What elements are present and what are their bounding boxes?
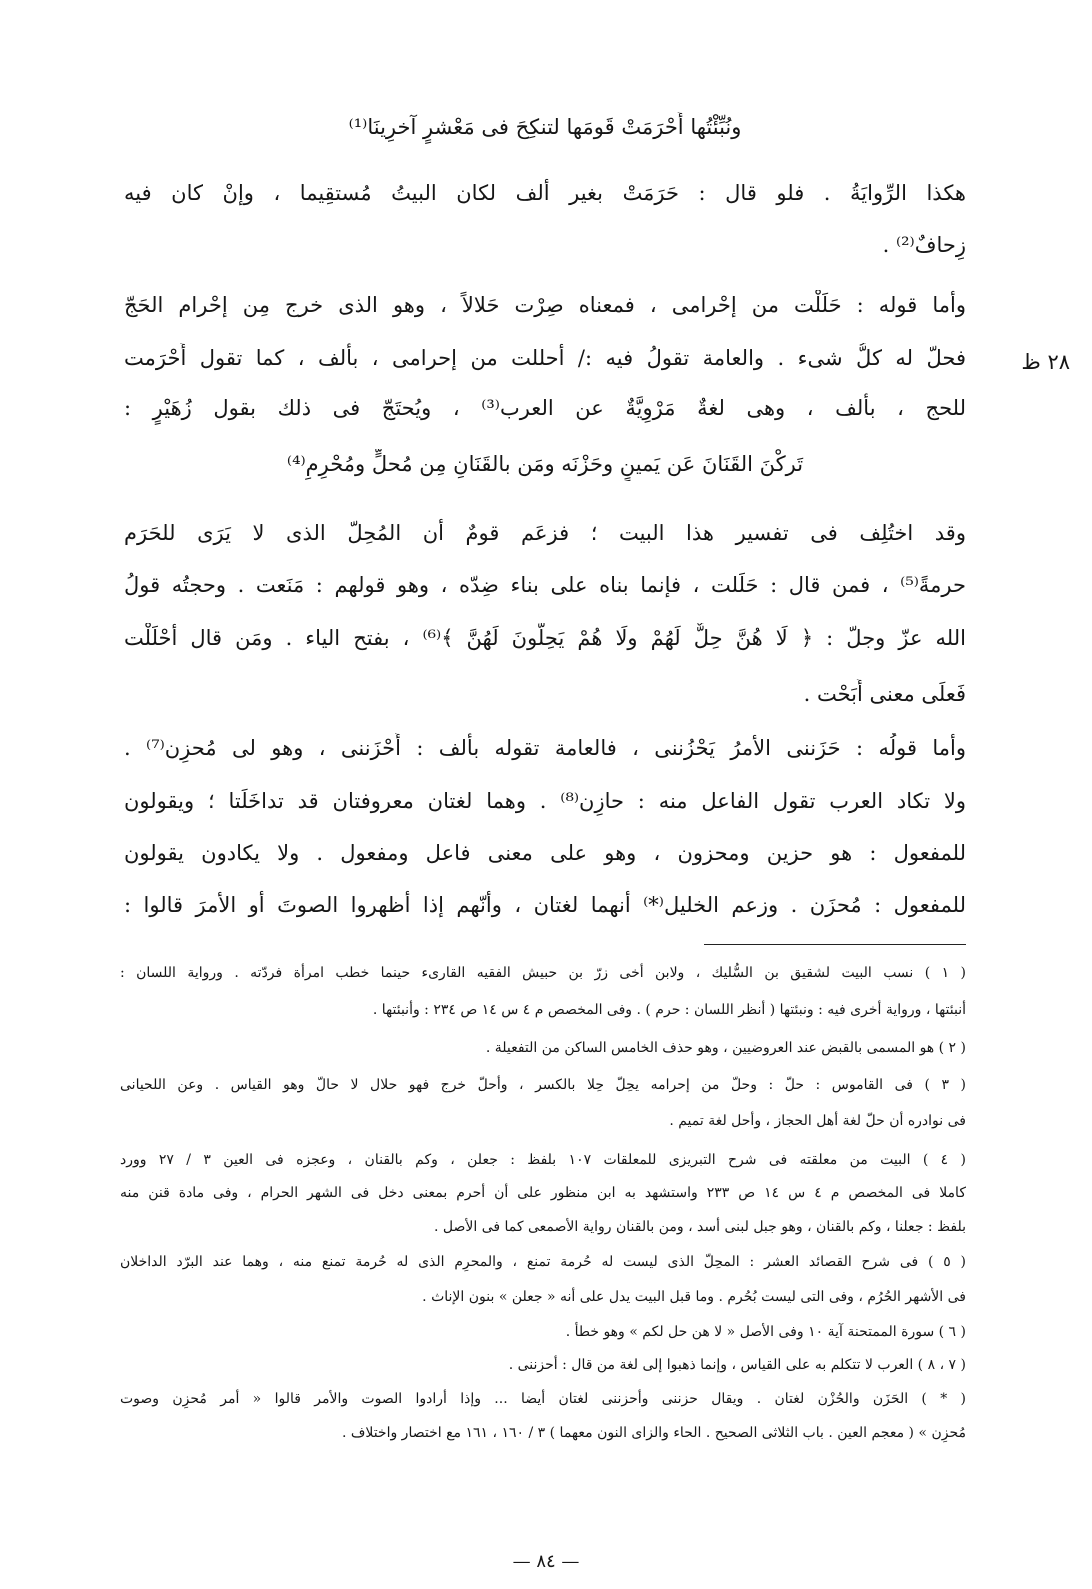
footnote-line: ( ٦ ) سورة الممتحنة آية ١٠ وفى الأصل « لا هن حل لكم » وهو خطأ . <box>565 1324 966 1340</box>
footnote-line: كاملا فى المخصص م ٤ س ١٤ ص ٢٣٣ واستشهد به ابن منظور على أن أحرم بمعنى دخل فى الشهر الحرام ، وفى مادة قنن منه <box>120 1185 966 1201</box>
body-line: وقد اختُلِف فى تفسير هذا البيت ؛ فزعَم قومٌ أن المُحِلّ الذى لا يَرَى للحَرَم <box>124 521 966 545</box>
footnote-line: ( ٤ ) البيت من معلقته فى شرح التبريزى للمعلقات ١٠٧ بلفظ : جعلن ، وكم بالقنان ، وعجزه فى العين ٣ / ٢٧ وورد <box>120 1152 966 1168</box>
body-line: الله عزّ وجلّ : ﴿ لَا هُنَّ حِلٌّ لَهُمْ ولَا هُمْ يَحِلُّونَ لَهُنَّ ﴾⁽⁶⁾ ، بفتح الياء . ومَن قال أحْلَلْت <box>124 626 966 650</box>
footnote-line: مُحزِن » ( معجم العين . باب الثلاثى الصحيح . الحاء والزاى النون معهما ) ٣ / ١٦٠ ، ١٦١ مع اختصار واختلاف . <box>341 1425 966 1441</box>
body-line: ولا تكاد العرب تقول الفاعل منه : حازِن⁽⁸⁾ . وهما لغتان معروفتان قد تداخَلَتا ؛ ويقولون <box>124 789 966 813</box>
verse-line-1: ونُبِّئْتُها أَحْرَمَتْ قَومَها لتنكِحَ فى مَعْشرٍ آخرِينَا⁽¹⁾ <box>348 115 742 139</box>
footnote-line: ( ٥ ) فى شرح القصائد العشر : المحِلّ الذى ليست له حُرمة تمنع ، والمحرِم الذى له حُرمة تمنع منه ، وهما عند البرّد الداخلان <box>120 1254 966 1270</box>
body-line: للمفعول : هو حزين ومحزون ، وهو على معنى فاعل ومفعول . ولا يكادون يقولون <box>124 841 966 865</box>
body-line: للمفعول : مُحزَن . وزعم الخليل⁽*⁾ أنهما لغتان ، وأنّهم إذا أظهروا الصوتَ أو الأمرَ قالوا : <box>124 893 966 917</box>
footnote-line: ( ٢ ) هو المسمى بالقبض عند العروضيين ، وهو حذف الخامس الساكن من التفعيلة . <box>485 1040 966 1056</box>
body-line: وأما قولُه : حَزَننى الأمرُ يَحْزُننى ، فالعامة تقوله بألف : أَحْزَننى ، وهو لى مُحزِن⁽⁷⁾ . <box>124 736 966 760</box>
footnote-line: أنبئتها ، ورواية أخرى فيه : ونبئتها ( أنظر اللسان : حرم ) . وفى المخصص م ٤ س ١٤ ص ٢٣٤ : وأنبئتها . <box>372 1002 966 1018</box>
footnote-line: ( ٧ ، ٨ ) العرب لا تتكلم به على القياس ، وإنما ذهبوا إلى لغة من قال : أحزننى . <box>508 1357 966 1373</box>
body-line: زِحافٌ⁽²⁾ . <box>882 233 966 257</box>
body-line: وأما قوله : حَلَلْت من إحْرامى ، فمعناه صِرْت حَلالاً ، وهو الذى خرج مِن إحْرام الحَجّ <box>124 293 966 317</box>
body-line: للحج ، بألف ، وهى لغةٌ مَرْوِيَّةٌ عن العرب⁽³⁾ ، ويُحتَجّ فى ذلك بقول زُهَيْرٍ : <box>124 396 966 420</box>
footnote-line: ( ٣ ) فى القاموس : حلّ : وحلّ من إحرامه يحِلّ حِلا بالكسر ، وأحلّ خرج فهو حلال لا حالّ وهو القياس . وعن اللحيانى <box>120 1077 966 1093</box>
page-number: — ٨٤ — <box>512 1551 580 1572</box>
body-line: هكذا الرِّوايَةُ . فلو قال : حَرَمَتْ بغير ألف لكان البيتُ مُستقِيما ، وإنْ كان فيه <box>124 181 966 205</box>
footnote-line: بلفظ : جعلنا ، وكم بالقنان ، وهو جبل لبنى أسد ، ومن بالقنان رواية الأصمعى كما فى الأصل . <box>434 1219 966 1235</box>
body-line: فحلّ له كلُّ شىء . والعامة تقولُ فيه :/ أحللت من إحرامى ، بألف ، كما تقول أَحْرَمت <box>124 346 966 370</box>
footnote-separator <box>704 944 966 945</box>
footnote-line: ( * ) الحَزَن والحُزْن لغتان . ويقال حزننى وأحزننى لغتان أيضا ... وإذا أرادوا الصوت والأمر قالوا « أمر مُحزِن وصوت <box>120 1391 966 1407</box>
footnote-line: فى الأشهر الحُرُم ، وفى التى ليست بُحُرم . وما قبل البيت يدل على أنه « جعلن » بنون الإناث . <box>422 1289 966 1305</box>
manuscript-folio-note: ٢٨ ظ <box>1021 350 1070 374</box>
footnote-line: فى نوادره أن حلّ لغة أهل الحجاز ، وأحل لغة تميم . <box>669 1113 966 1129</box>
verse-line-2: تَركْنَ القَنَانَ عَن يَمينٍ وحَزْنَه ومَن بالقَنَانِ مِن مُحلٍّ ومُحْرِمِ⁽⁴⁾ <box>286 452 804 476</box>
footnote-line: ( ١ ) نسب البيت لشقيق بن السُّليك ، ولابن أخى زرّ بن حبيش الفقيه القارىء حينما خطب امرأة فردّته . ورواية اللسان : <box>120 965 966 981</box>
body-line: حرمةً⁽⁵⁾ ، فمن قال : حَلَلت ، فإنما بناه على بناء ضِدّه ، وهو قولهم : مَنَعت . وحجتُه قولُ <box>124 573 966 597</box>
body-line: فَعلَى معنى أَبَحْت . <box>803 682 966 706</box>
